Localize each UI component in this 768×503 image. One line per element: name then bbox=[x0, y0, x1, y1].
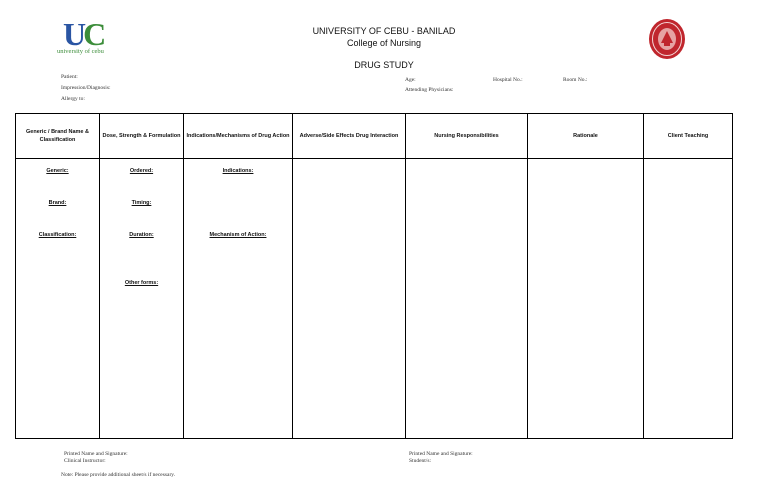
col-header-dose: Dose, Strength & Formulation bbox=[100, 114, 184, 159]
cell-indications[interactable] bbox=[184, 159, 293, 439]
ordered-label: Ordered: bbox=[129, 168, 154, 174]
col-header-nursing: Nursing Responsibilities bbox=[406, 114, 528, 159]
university-name: UNIVERSITY OF CEBU - BANILAD bbox=[312, 26, 456, 36]
allergy-label: Allergy to: bbox=[61, 96, 85, 102]
timing-label: Timing: bbox=[131, 200, 152, 206]
room-no-label: Room No.: bbox=[563, 77, 588, 83]
duration-label: Duration: bbox=[129, 232, 154, 238]
instructor-signature-block bbox=[64, 451, 128, 465]
mechanism-label: Mechanism of Action: bbox=[209, 232, 267, 238]
student-signature-block bbox=[409, 451, 473, 465]
impression-label: Impression/Diagnosis: bbox=[61, 85, 111, 91]
col-header-indications: Indications/Mechanisms of Drug Action bbox=[184, 114, 293, 159]
instructor-signature-label: Printed Name and Signature: bbox=[64, 451, 128, 457]
col-header-rationale: Rationale bbox=[528, 114, 644, 159]
age-label: Age: bbox=[405, 77, 416, 83]
table-body-row bbox=[16, 159, 733, 439]
hospital-no-label: Hospital No.: bbox=[493, 77, 523, 83]
col-header-adverse: Adverse/Side Effects Drug Interaction bbox=[293, 114, 406, 159]
patient-label: Patient: bbox=[61, 74, 78, 80]
col-header-teaching: Client Teaching bbox=[644, 114, 733, 159]
other-forms-label: Other forms: bbox=[124, 280, 159, 286]
col-header-generic: Generic / Brand Name & Classification bbox=[16, 114, 100, 159]
cell-adverse[interactable] bbox=[293, 159, 406, 439]
logo-tagline: university of cebu bbox=[57, 48, 104, 55]
cell-dose[interactable] bbox=[100, 159, 184, 439]
generic-label: Generic: bbox=[46, 168, 69, 174]
classification-label: Classification: bbox=[38, 232, 77, 238]
cell-teaching[interactable] bbox=[644, 159, 733, 439]
cell-nursing[interactable] bbox=[406, 159, 528, 439]
indications-label: Indications: bbox=[222, 168, 254, 174]
student-role-label: Student/s: bbox=[409, 458, 432, 464]
form-title: DRUG STUDY bbox=[354, 60, 414, 70]
college-name: College of Nursing bbox=[346, 38, 422, 48]
cell-generic[interactable] bbox=[16, 159, 100, 439]
instructor-role-label: Clinical Instructor: bbox=[64, 458, 106, 464]
table-header-row bbox=[16, 114, 733, 159]
physicians-label: Attending Physicians: bbox=[405, 87, 454, 93]
student-signature-label: Printed Name and Signature: bbox=[409, 451, 473, 457]
cell-rationale[interactable] bbox=[528, 159, 644, 439]
footer-note: Note: Please provide additional sheet/s if necessary. bbox=[61, 472, 176, 478]
logo-letter-c: C bbox=[83, 16, 104, 52]
brand-label: Brand: bbox=[48, 200, 67, 206]
logo-letter-u: U bbox=[63, 16, 84, 52]
drug-study-table bbox=[15, 113, 733, 439]
